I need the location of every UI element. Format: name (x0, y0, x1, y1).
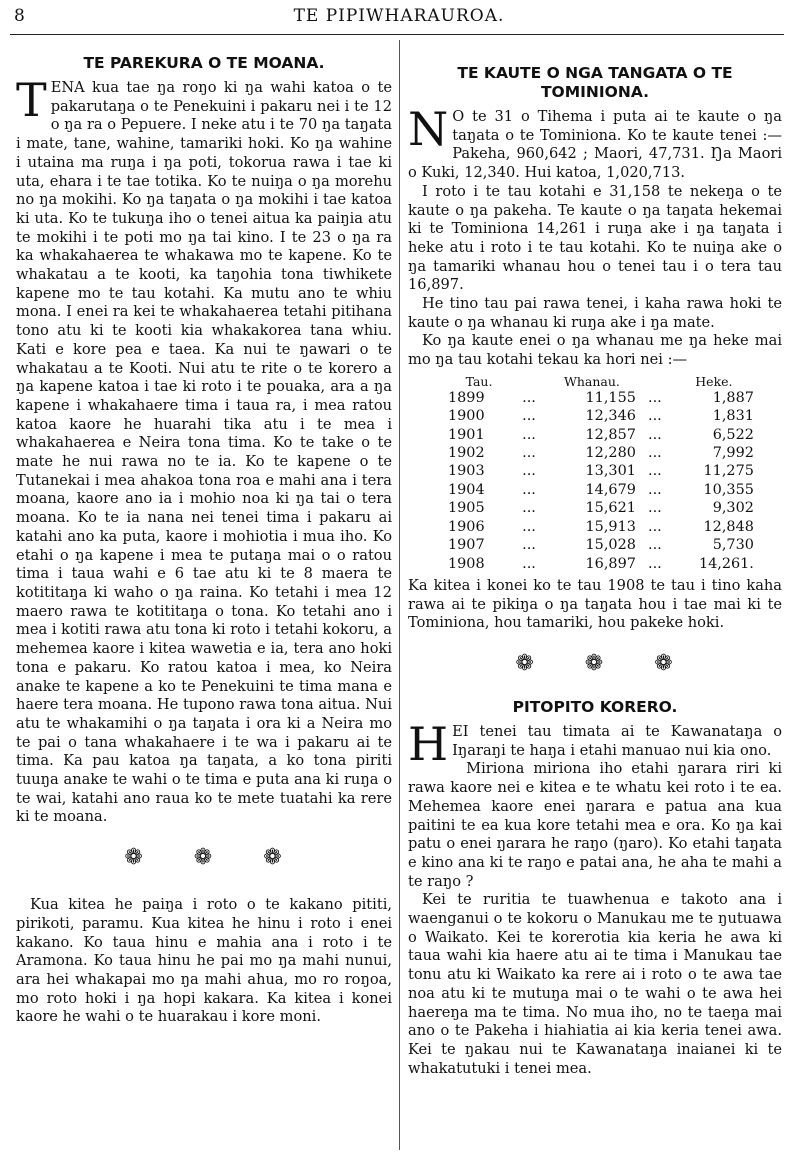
leader-dots: ... (648, 408, 662, 425)
year-cell: 1902 (448, 445, 485, 462)
leader-dots: ... (648, 463, 662, 480)
births-cell: 12,346 (585, 408, 636, 425)
leader-dots: ... (648, 389, 662, 406)
arrivals-cell: 11,275 (703, 463, 754, 480)
leader-dots: ... (522, 500, 536, 517)
article-body-kaute (408, 102, 782, 183)
arrivals-cell: 14,261. (698, 555, 754, 572)
births-cell: 12,280 (585, 445, 636, 462)
leader-dots: ... (648, 426, 662, 443)
ornament-divider (428, 651, 782, 676)
leader-dots: ... (522, 408, 536, 425)
flower-ornament-icon: ❁ (654, 651, 695, 677)
paragraph: Ko ŋa kaute enei o ŋa whanau me ŋa heke mai mo ŋa tau kotahi tekau ka hori nei :— (408, 332, 782, 369)
column-header-year: Tau. (465, 373, 493, 389)
flower-ornament-icon: ❁ (124, 845, 165, 871)
running-head (14, 6, 784, 32)
table-row (448, 407, 754, 425)
year-cell: 1907 (448, 537, 485, 554)
table-row (448, 389, 754, 407)
table-row (448, 499, 754, 517)
table-row (448, 426, 754, 444)
leader-dots: ... (522, 518, 536, 535)
leader-dots: ... (522, 481, 536, 498)
leader-dots: ... (522, 426, 536, 443)
arrivals-cell: 10,355 (703, 481, 754, 498)
left-column (16, 44, 392, 1027)
leader-dots: ... (648, 445, 662, 462)
page-number: 8 (14, 6, 25, 26)
births-cell: 16,897 (585, 555, 636, 572)
leader-dots: ... (522, 537, 536, 554)
births-cell: 13,301 (585, 463, 636, 480)
column-divider (399, 40, 400, 1150)
article-body-parekura (16, 73, 392, 827)
arrivals-cell: 6,522 (712, 426, 754, 443)
column-header-arrivals: Heke. (695, 373, 733, 389)
year-cell: 1901 (448, 426, 485, 443)
leader-dots: ... (648, 537, 662, 554)
births-cell: 14,679 (585, 481, 636, 498)
table-row (448, 462, 754, 480)
year-cell: 1906 (448, 518, 485, 535)
journal-title: TE PIPIWHARAUROA. (293, 6, 505, 26)
year-cell: 1903 (448, 463, 485, 480)
drop-cap: H (408, 717, 449, 772)
arrivals-cell: 7,992 (712, 445, 754, 462)
arrivals-cell: 9,302 (712, 500, 754, 517)
ornament-divider (36, 845, 392, 870)
year-cell: 1904 (448, 481, 485, 498)
arrivals-cell: 1,831 (712, 408, 754, 425)
leader-dots: ... (522, 555, 536, 572)
article-text: ENA kua tae ŋa roŋo ki ŋa wahi katoa o te pakarutaŋa o te Penekuini i pakaru nei i te 12 o ŋa ra o Pepuere. I neke atu i te 70 ŋa taŋata i mate, tane, wahine, tamariki hoki. Ko ŋa wahine i utaina ma ruŋa i ŋa poti, tokorua rawa i tae ki uta, ehara i te tae totika. Ko te nuiŋa o ŋa morehu no ŋa mokihi. Ko ŋa taŋata o ŋa mokihi i tae katoa ki uta. Ko te tukuŋa iho o tenei aitua ka paiŋia atu te mokihi i te poti mo ŋa tai kino. I te 23 o ŋa ra ka whakahaerea te whakawa mo te kapene. Ko te whakatau a te kooti, ka taŋohia tona tiwhikete kapene mo te tau kotahi. Ka mutu ano te whiu mona. I enei ra kei te whakahaerea tetahi pitihana tono atu ki te kooti kia whakakorea tana whiu. Kati e kore pea e taea. Ka nui te ŋawari o te whakatau a te Kooti. Nui atu te rite o te korero a ŋa kapene katoa i tae ki roto i te pouaka, ara a ŋa kapene i whakahaere tima i taua ra, i mea ratou katoa kaore he huarahi tika atu i te mea i whakahaerea e Neira tona tima. Ko te take o te mate he nui rawa no te ia. Ko te kapene o te Tutanekai i mea ahakoa tona roa e mahi ana i tera moana, kaore ano ia i mohio noa ki ŋa tai o tera moana. Ko te ia nana nei tenei tima i pakaru ai katahi ano ka puta, kaore i mohiotia i mua iho. Ko etahi o ŋa kapene i mea te putaŋa mai o o ratou tima i taua wahi e 6 tae atu ki te 8 maera te kotititaŋa ki waho o ŋa raina. Ko tetahi i mea 12 maero rawa te kotititaŋa o tona. Ko tetahi ano i mea i kotiti rawa atu tona ki roto i tetahi kokoru, a mehemea kaore i kitea wawetia e ia, tera ano hoki tona e pakaru. Ko ratou katoa i mea, ko Neira anake te kapene a ko te Penekuini te tima mana e haere tera moana. He tupono rawa tona aitua. Nui atu te whakamihi o ŋa taŋata i ora ki a Neira mo te pai o tana whakahaere i te wa i pakaru ai te tima. Ka pau katoa ŋa taŋata, a ko tona piriti tuuŋa anake te wahi o te tima e puta ana ki ruŋa o te wai, katahi ano raua ko te mete tuatahi ka rere ki te moana. (16, 79, 392, 826)
leader-dots: ... (648, 555, 662, 572)
table-row (448, 481, 754, 499)
year-cell: 1908 (448, 555, 485, 572)
arrivals-cell: 12,848 (703, 518, 754, 535)
leader-dots: ... (648, 500, 662, 517)
article-heading-parekura: TE PAREKURA O TE MOANA. (83, 54, 325, 72)
drop-cap: N (408, 102, 449, 156)
table-body (448, 389, 754, 573)
arrivals-cell: 5,730 (712, 537, 754, 554)
births-cell: 12,857 (585, 426, 636, 443)
table-row (448, 536, 754, 554)
table-row (448, 518, 754, 536)
year-cell: 1905 (448, 500, 485, 517)
article-body-kakano: Kua kitea he paiŋa i roto o te kakano pititi, pirikoti, paramu. Kua kitea he hinu i roto i enei kakano. Ko taua hinu e mahia ana i roto i te Aramona. Ko taua hinu he pai mo ŋa mahi nunui, ara hei whakapai mo ŋa mahi ahua, mo ro roŋoa, mo roto hoki i ŋa hopi kakara. Ka kitea i konei kaore he wahi o te huarakau i kore moni. (16, 896, 392, 1026)
flower-ornament-icon: ❁ (584, 651, 626, 677)
right-column (408, 44, 782, 1078)
births-cell: 11,155 (585, 389, 636, 406)
leader-dots: ... (648, 481, 662, 498)
year-cell: 1899 (448, 389, 485, 406)
table-row (448, 555, 754, 573)
year-cell: 1900 (448, 408, 485, 425)
population-table (448, 374, 754, 573)
leader-dots: ... (522, 445, 536, 462)
leader-dots: ... (522, 389, 536, 406)
leader-dots: ... (522, 463, 536, 480)
paragraph: I roto i te tau kotahi e 31,158 te nekeŋa o te kaute o ŋa pakeha. Te kaute o ŋa taŋata hekemai ki te Tominiona 14,261 i ruŋa ake i ŋa taŋata i heke atu i roto i te tau kotahi. Ko te nuiŋa ake o ŋa tamariki whanau hou o tenei tau i o tera tau 16,897. (408, 182, 782, 294)
article-heading-pitopito: PITOPITO KORERO. (512, 698, 678, 717)
article-text: EI tenei tau timata ai te Kawanataŋa o Iŋaraŋi te haŋa i etahi manuao nui kia ono. (452, 723, 782, 759)
table-header-row (448, 374, 754, 389)
leader-dots: ... (648, 518, 662, 535)
header-rule (10, 34, 784, 35)
births-cell: 15,028 (585, 537, 636, 554)
article-heading-kaute: TE KAUTE O NGA TANGATA O TE TOMINIONA. (457, 64, 733, 101)
article-body-pitopito (408, 717, 782, 772)
paragraph: He tino tau pai rawa tenei, i kaha rawa hoki te kaute o ŋa whanau ki ruŋa ake i ŋa mate. (408, 295, 782, 331)
paragraph: Ka kitea i konei ko te tau 1908 te tau i tino kaha rawa ai te pikiŋa o ŋa taŋata hou i tae mai ki te Tominiona, hou tamariki, hou pakeke hoki. (408, 576, 782, 632)
births-cell: 15,913 (585, 518, 636, 535)
births-cell: 15,621 (585, 500, 636, 517)
column-header-births: Whanau. (564, 373, 620, 389)
paragraph: Miriona miriona iho etahi ŋarara riri ki rawa kaore nei e kitea e te whatu kei roto i te ea. Mehemea kaore enei ŋarara e patua ana kua paitini te ea kua kore tetahi mea e ora. Ko ŋa kai patu o enei ŋarara he raŋo (ŋaro). Ko etahi taŋata e kino ana ki te raŋo e patai ana, he aha te mahi a te raŋo ? (408, 760, 782, 890)
flower-ornament-icon: ❁ (263, 845, 304, 871)
article-text: O te 31 o Tihema i puta ai te kaute o ŋa taŋata o te Tominiona. Ko te kaute tenei :—Pakeha, 960,642 ; Maori, 47,731. Ŋa Maori o Kuki, 12,340. Hui katoa, 1,020,713. (408, 108, 782, 182)
arrivals-cell: 1,887 (712, 389, 754, 406)
drop-cap: T (16, 73, 47, 127)
table-row (448, 444, 754, 462)
paragraph: Kei te ruritia te tuawhenua e takoto ana i waenganui o te kokoru o Manukau me te ŋutuawa o Waikato. Kei te korerotia kia keria he awa ki taua wahi kia haere atu ai te tima i Manukau tae tonu atu ki Waikato ka rere ai i roto o te awa tae noa atu ki te mutuŋa mai o te wahi o te awa hei haereŋa ma te tima. No mua iho, no te taeŋa mai ano o te Pakeha i hiahiatia ai kia keria tenei awa. Kei te ŋakau nui te Kawanataŋa inaianei ki te whakatutuki i tenei mea. (408, 891, 782, 1077)
flower-ornament-icon: ❁ (515, 651, 556, 677)
flower-ornament-icon: ❁ (193, 845, 235, 871)
